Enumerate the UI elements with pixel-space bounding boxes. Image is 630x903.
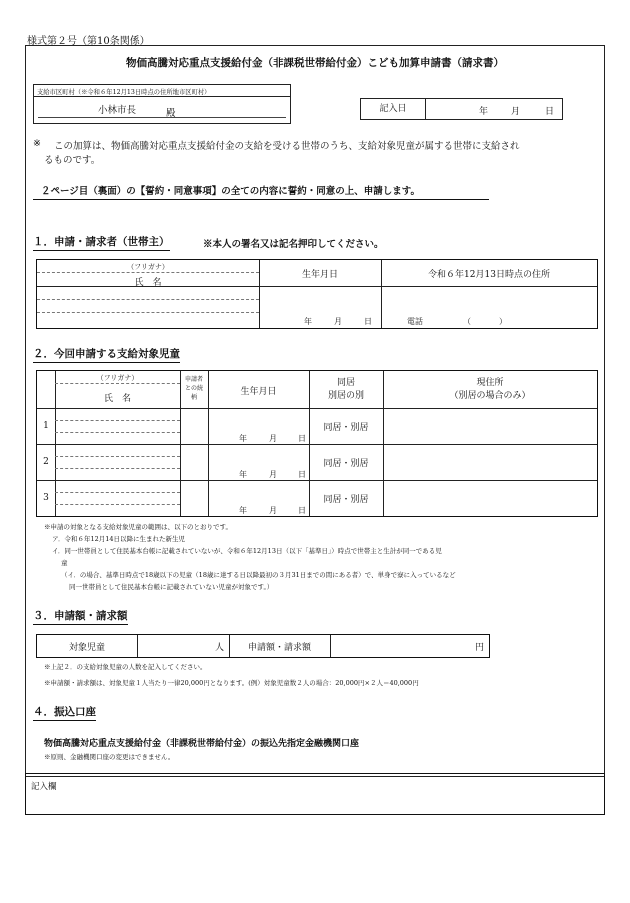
section2-title: ２．今回申請する支給対象児童	[33, 346, 180, 363]
entry-date-day: 日	[545, 107, 555, 117]
mayor-underline	[38, 117, 286, 118]
cohab-option[interactable]: 同居・別居	[323, 423, 369, 433]
dob-year: 年	[239, 470, 247, 479]
section3-title: ３．申請額・請求額	[33, 608, 128, 625]
dob-month: 月	[269, 434, 277, 443]
children-note-1: ア．令和６年12月14日以降に生まれた新生児	[52, 535, 186, 543]
child-address-field[interactable]	[383, 480, 597, 516]
page-title: 物価高騰対応重点支援給付金（非課税世帯給付金）こども加算申請書（請求書）	[126, 57, 504, 69]
cohab-label	[309, 377, 383, 403]
row-number: 3	[43, 493, 49, 503]
honorific: 殿	[166, 108, 176, 119]
dob-day: 日	[298, 506, 306, 515]
child-name-field[interactable]	[55, 408, 180, 444]
relation-line-1: 申請者	[184, 376, 203, 383]
row-number: 1	[43, 421, 49, 431]
children-note-5: 同一世帯員として住民基本台帳に記載されていない児童が対象です。）	[69, 583, 274, 591]
relation-field[interactable]	[180, 444, 208, 480]
relation-line-2: との続	[184, 385, 203, 392]
cohab-line-1: 同居	[336, 378, 355, 388]
table-row	[37, 444, 597, 480]
children-note-4: （イ．の場合、基準日時点で18歳以下の児童（18歳に達する日以降最初の３月31日までの間にある者）で、単身で寮に入っているなど	[61, 571, 456, 579]
children-note-3: 童	[61, 559, 68, 567]
phone-paren-close: ）	[499, 317, 507, 326]
dob-year: 年	[239, 434, 247, 443]
children-note-0: ※申請の対象となる支給対象児童の範囲は、以下のとおりです。	[44, 523, 232, 531]
section1-note: ※本人の署名又は記名押印してください。	[203, 239, 384, 250]
addr-line-2: （別居の場合のみ）	[449, 391, 531, 401]
applicant-address-field[interactable]	[381, 286, 597, 328]
addr-line-1: 現住所	[476, 378, 504, 388]
applicant-table	[36, 259, 598, 329]
children-table	[36, 370, 598, 517]
mayor-name: 小林市長	[98, 105, 137, 116]
cohab-option[interactable]: 同居・別居	[323, 459, 369, 469]
section4-title: ４．振込口座	[33, 704, 96, 721]
applicant-dob-field[interactable]	[259, 286, 381, 328]
applicant-dob-month: 月	[334, 317, 342, 326]
child-address-field[interactable]	[383, 408, 597, 444]
pledge-text: ２ページ目（裏面）の【誓約・同意事項】の全ての内容に誓約・同意の上、申請します。	[33, 183, 489, 200]
dob-year: 年	[239, 506, 247, 515]
municipality-box	[33, 84, 291, 124]
municipality-label: 支給市区町村（※令和６年12月13日時点の住所地市区町村）	[34, 85, 290, 97]
phone-label: 電話	[407, 317, 423, 326]
dob-month: 月	[269, 506, 277, 515]
cohab-line-2: 別居の別	[327, 391, 364, 401]
entry-date-label: 記入日	[361, 99, 426, 119]
bank-account-note: ※原則、金融機関口座の変更はできません。	[44, 753, 175, 761]
amount-field[interactable]	[330, 635, 489, 657]
child-dob-label: 生年月日	[240, 387, 277, 397]
amount-note-1: ※上記２．の支給対象児童の人数を記入してください。	[44, 663, 207, 671]
child-address-label	[383, 377, 597, 403]
applicant-name-label: 氏 名	[134, 278, 162, 288]
relation-line-3: 柄	[190, 394, 197, 401]
child-name-field[interactable]	[55, 480, 180, 516]
note-mark: ※	[33, 138, 41, 149]
children-count-label: 対象児童	[68, 643, 105, 653]
relation-label	[180, 375, 208, 402]
amount-table	[36, 634, 490, 658]
yen-unit: 円	[475, 643, 485, 653]
applicant-dob-label: 生年月日	[301, 270, 338, 280]
applicant-dob-day: 日	[364, 317, 372, 326]
applicant-furigana-label: （フリガナ）	[127, 263, 169, 271]
table-row	[37, 480, 597, 516]
entry-date-year: 年	[479, 107, 489, 117]
entry-date-box[interactable]	[360, 98, 563, 120]
remarks-box[interactable]	[25, 773, 605, 815]
cohab-option[interactable]: 同居・別居	[323, 495, 369, 505]
entry-date-month: 月	[511, 107, 521, 117]
section1-title: １．申請・請求者（世帯主）	[33, 234, 170, 251]
child-address-field[interactable]	[383, 444, 597, 480]
table-row	[37, 408, 597, 444]
bank-account-subtitle: 物価高騰対応重点支援給付金（非課税世帯給付金）の振込先指定金融機関口座	[44, 739, 360, 749]
phone-paren-open: （	[463, 317, 471, 326]
dob-day: 日	[298, 434, 306, 443]
child-name-field[interactable]	[55, 444, 180, 480]
amount-label: 申請額・請求額	[247, 643, 311, 653]
relation-field[interactable]	[180, 480, 208, 516]
remarks-label: 記入欄	[31, 782, 57, 792]
relation-field[interactable]	[180, 408, 208, 444]
hdr-dash	[55, 383, 180, 384]
applicant-address-label: 令和６年12月13日時点の住所	[428, 270, 550, 280]
people-unit: 人	[215, 643, 225, 653]
row-number: 2	[43, 457, 49, 467]
applicant-dob-year: 年	[304, 317, 312, 326]
note-line-1: この加算は、物価高騰対応重点支援給付金の支給を受ける世帯のうち、支給対象児童が属する世帯に支給され	[54, 141, 520, 152]
applicant-name-field[interactable]	[37, 287, 259, 328]
furigana-divider	[37, 272, 259, 273]
child-furigana-label: （フリガナ）	[96, 374, 139, 382]
children-note-2: イ．同一世帯員として住民基本台帳に記載されていないが、令和６年12月13日（以下「基準日」）時点で世帯主と生計が同一である児	[52, 547, 442, 555]
child-name-label: 氏 名	[103, 394, 131, 404]
dob-day: 日	[298, 470, 306, 479]
dob-month: 月	[269, 470, 277, 479]
amount-note-2: ※申請額・請求額は、対象児童１人当たり一律20,000円となります。(例）対象児童数２人の場合：20,000円×２人＝40,000円	[44, 679, 419, 687]
form-number: 様式第２号（第10条関係）	[27, 36, 150, 47]
note-line-2: るものです。	[44, 155, 101, 166]
